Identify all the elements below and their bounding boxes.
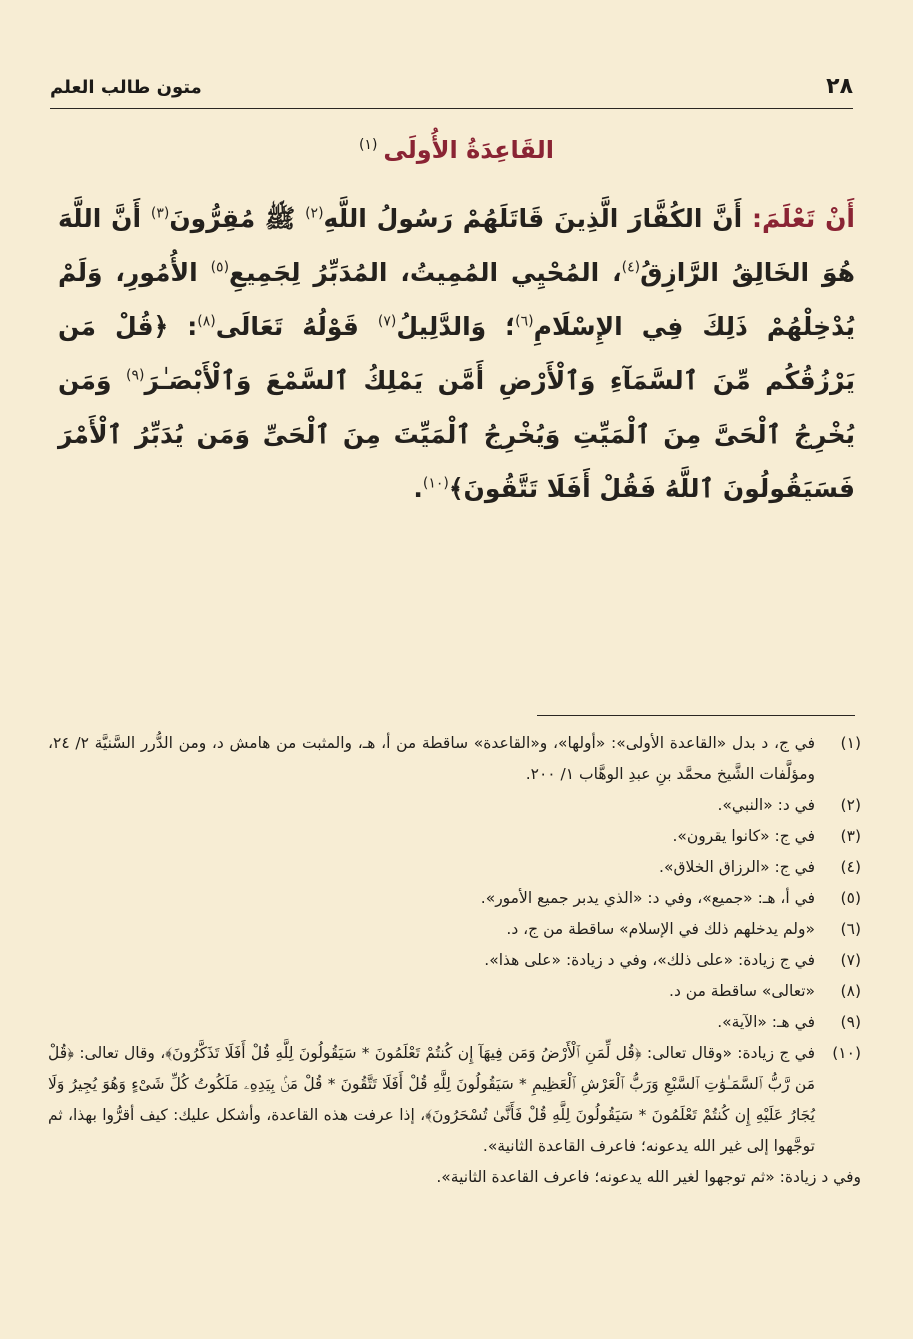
- footnote-text: في د: «النبي».: [717, 796, 815, 814]
- footnote-number: (١٠): [832, 1044, 861, 1062]
- text-segment: .: [413, 474, 423, 503]
- footnote-number: (٣): [840, 827, 861, 845]
- section-title: [0, 136, 913, 164]
- page-header: [50, 72, 853, 109]
- quran-verse: : ﴿قُلْ مَن يَرْزُقُكُم مِّنَ ٱلسَّمَآءِ وَٱلْأَرْضِ أَمَّن يَمْلِكُ ٱلسَّمْعَ وَٱلْأَبْصَـٰرَ: [58, 312, 855, 395]
- footnote-marker: (٥): [210, 259, 230, 276]
- footnote: [48, 976, 861, 1007]
- footnote-text: في أ، هـ: «جميع»، وفي د: «الذي يدبر جميع الأمور».: [480, 889, 815, 907]
- footnote-number: (٦): [840, 920, 861, 938]
- footnote-marker: (٨): [197, 313, 216, 330]
- footnote-number: (٥): [840, 889, 861, 907]
- footnote-marker: (٢): [305, 205, 324, 222]
- footnote-text: في ج زيادة: «وقال تعالى: ﴿قُل لِّمَنِ ٱلْأَرْضُ وَمَن فِيهَآ إِن كُنتُمْ تَعْلَمُونَ * سَيَقُولُونَ لِلَّهِ قُلْ أَفَلَا تَذَكَّرُونَ﴾، وقال تعالى: ﴿قُلْ مَن رَّبُّ ٱلسَّمَـٰوَٰتِ ٱلسَّبْعِ وَرَبُّ ٱلْعَرْشِ ٱلْعَظِيمِ * سَيَقُولُونَ لِلَّهِ قُلْ أَفَلَا تَتَّقُونَ * قُلْ مَنۢ بِيَدِهِۦ مَلَكُوتُ كُلِّ شَىْءٍ وَهُوَ يُجِيرُ وَلَا يُجَارُ عَلَيْهِ إِن كُنتُمْ تَعْلَمُونَ * سَيَقُولُونَ لِلَّهِ قُلْ فَأَنَّىٰ تُسْحَرُونَ﴾، إذا عرفت هذه القاعدة، وأشكل عليك: كيف أقرُّوا بهذا، ثم توجَّهوا إلى غير الله يدعونه؛ فاعرف القاعدة الثانية».: [48, 1044, 815, 1155]
- footnote-marker: (٧): [377, 313, 397, 330]
- footnote: [48, 1038, 861, 1162]
- footnote-number: (١): [840, 734, 861, 752]
- footnote: [48, 883, 861, 914]
- text-segment: قَوْلُهُ تَعَالَى: [215, 312, 359, 341]
- footnote-text: في ج، د بدل «القاعدة الأولى»: «أولها»، و«القاعدة» ساقطة من أ، هـ، والمثبت من هامش د، ومن الدُّرر السَّنيَّة ٢/ ٢٤، ومؤلَّفات الشَّيخ محمَّد بنِ عبدِ الوهَّاب ١/ ٢٠٠.: [48, 734, 815, 783]
- main-paragraph: [58, 192, 855, 516]
- footnote-text: في ج: «كانوا يقرون».: [672, 827, 815, 845]
- text-segment: أَنَّ الكُفَّارَ الَّذِينَ قَاتَلَهُمْ رَسُولُ اللَّهِ: [323, 204, 743, 233]
- footnote-text: «تعالى» ساقطة من د.: [669, 982, 815, 1000]
- footnotes: [48, 728, 861, 1193]
- footnote-marker: (١): [358, 137, 378, 153]
- footnote-marker: (٩): [125, 367, 145, 384]
- footnote: [48, 728, 861, 790]
- footnote-marker: (٦): [515, 313, 534, 330]
- footnote-text: في هـ: «الآية».: [717, 1013, 815, 1031]
- footnote-number: (٨): [840, 982, 861, 1000]
- footnote: [48, 821, 861, 852]
- text-segment: أَنَّ اللَّهَ هُوَ الخَالِقُ الرَّازِقُ: [58, 204, 855, 287]
- footnote: [48, 914, 861, 945]
- footnote-number: (٩): [840, 1013, 861, 1031]
- footnote-number: (٤): [840, 858, 861, 876]
- text-segment: الأُمُورِ، وَلَمْ يُدْخِلْهُمْ ذَلِكَ فِي الإِسْلَامِ: [58, 258, 855, 341]
- footnote-marker: (٣): [150, 205, 170, 222]
- footnote-number: (٧): [840, 951, 861, 969]
- footnote: [48, 945, 861, 976]
- lead-phrase: أَنْ تَعْلَمَ:: [751, 204, 855, 233]
- footnote-number: (٢): [840, 796, 861, 814]
- footnote: [48, 790, 861, 821]
- section-title-text: القَاعِدَةُ الأُولَى: [383, 136, 555, 164]
- page-number: ٢٨: [826, 74, 853, 99]
- footnote-continuation: وفي د زيادة: «ثم توجهوا لغير الله يدعونه؛ فاعرف القاعدة الثانية».: [436, 1168, 861, 1186]
- footnote: [48, 852, 861, 883]
- text-segment: ﷺ مُقِرُّونَ: [169, 204, 296, 233]
- footnote-text: في ج: «الرزاق الخلاق».: [659, 858, 815, 876]
- text-segment: ؛ وَالدَّلِيلُ: [396, 312, 516, 341]
- quran-verse: وَمَن يُخْرِجُ ٱلْحَىَّ مِنَ ٱلْمَيِّتِ وَيُخْرِجُ ٱلْمَيِّتَ مِنَ ٱلْحَىِّ وَمَن يُدَبِّرُ ٱلْأَمْرَ فَسَيَقُولُونَ ٱللَّهُ فَقُلْ أَفَلَا تَتَّقُونَ﴾: [58, 366, 855, 503]
- footnote-marker: (٤): [621, 259, 641, 276]
- footnote-separator: [537, 715, 855, 716]
- footnote-text: في ج زيادة: «على ذلك»، وفي د زيادة: «على هذا».: [484, 951, 815, 969]
- running-title: متون طالب العلم: [50, 77, 202, 98]
- footnote-marker: (١٠): [422, 475, 449, 492]
- footnote: [48, 1007, 861, 1038]
- text-segment: ، المُحْيِي المُمِيتُ، المُدَبِّرُ لِجَمِيعِ: [229, 258, 622, 287]
- footnote-text: «ولم يدخلهم ذلك في الإسلام» ساقطة من ج، د.: [506, 920, 815, 938]
